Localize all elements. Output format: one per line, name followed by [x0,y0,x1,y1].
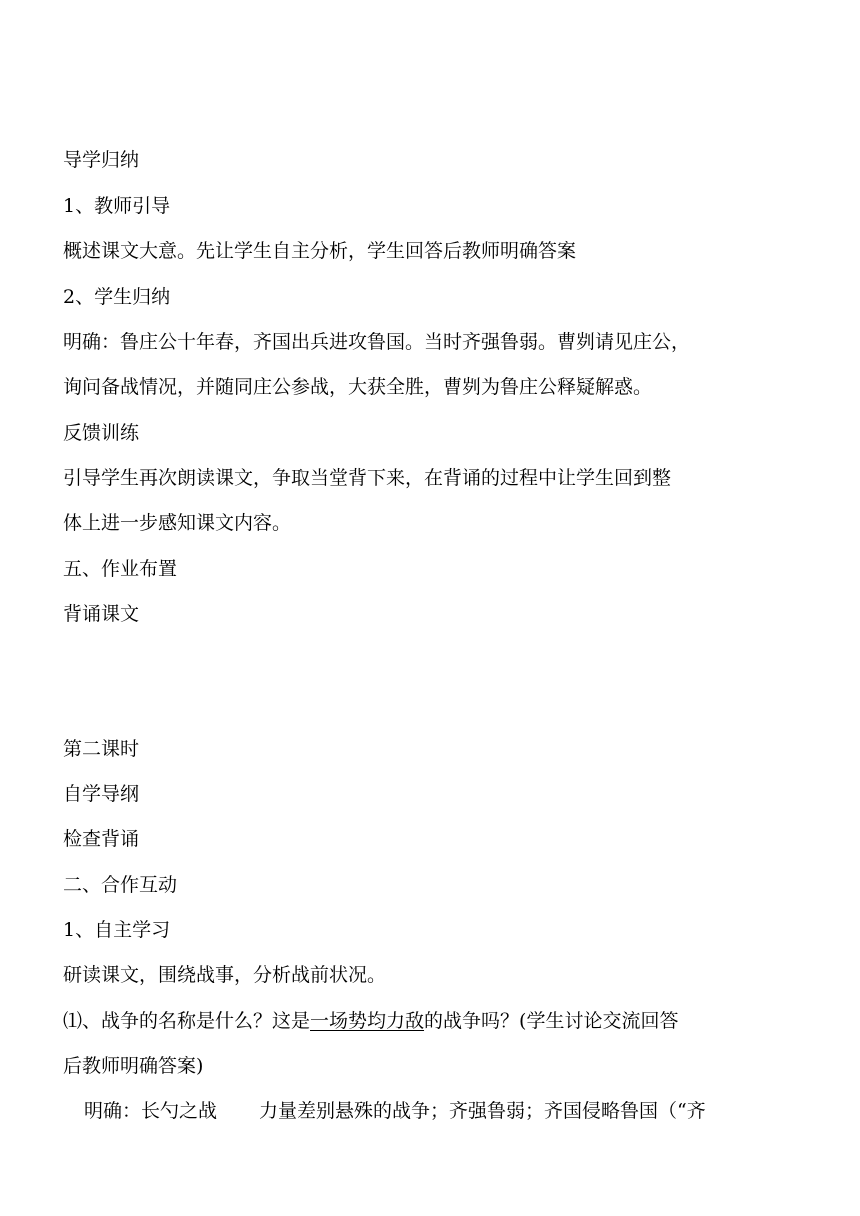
answer-1-line [84,1099,706,1123]
heading-feedback-training: 反馈训练 [63,422,140,444]
paragraph-check-recitation: 检查背诵 [63,828,140,850]
answer-1-battle-name: 明确：长勺之战 [84,1100,218,1122]
paragraph-answer-line-2: 询问备战情况，并随同庄公参战，大获全胜，曹刿为鲁庄公释疑解惑。 [63,376,653,398]
subheading-student-summary: 2、学生归纳 [63,286,171,308]
underlined-phrase: 一场势均力敌 [310,1010,425,1032]
question-1-text-start: ⑴、战争的名称是什么？这是 [63,1010,311,1032]
paragraph-study-task: 研读课文，围绕战事，分析战前状况。 [63,964,387,986]
question-1-line-2: 后教师明确答案) [63,1055,204,1077]
heading-cooperative-interaction: 二、合作互动 [63,874,178,896]
paragraph-feedback-line-1: 引导学生再次朗读课文，争取当堂背下来，在背诵的过程中让学生回到整 [63,467,672,489]
heading-self-study-outline: 自学导纲 [63,783,140,805]
heading-guided-summary: 导学归纳 [63,149,140,171]
subheading-independent-study: 1、自主学习 [63,919,171,941]
paragraph-answer-line-1: 明确：鲁庄公十年春，齐国出兵进攻鲁国。当时齐强鲁弱。曹刿请见庄公， [63,331,691,353]
heading-second-lesson: 第二课时 [63,738,140,760]
paragraph-homework: 背诵课文 [63,603,140,625]
paragraph-feedback-line-2: 体上进一步感知课文内容。 [63,512,292,534]
subheading-teacher-guidance: 1、教师引导 [63,195,171,217]
answer-1-explanation: 力量差别悬殊的战争；齐强鲁弱；齐国侵略鲁国（“齐 [259,1100,706,1122]
question-1-text-end: 的战争吗？(学生讨论交流回答 [424,1010,679,1032]
heading-homework: 五、作业布置 [63,558,178,580]
question-1-line-1 [63,1009,678,1033]
paragraph-summary-instruction: 概述课文大意。先让学生自主分析，学生回答后教师明确答案 [63,240,577,262]
